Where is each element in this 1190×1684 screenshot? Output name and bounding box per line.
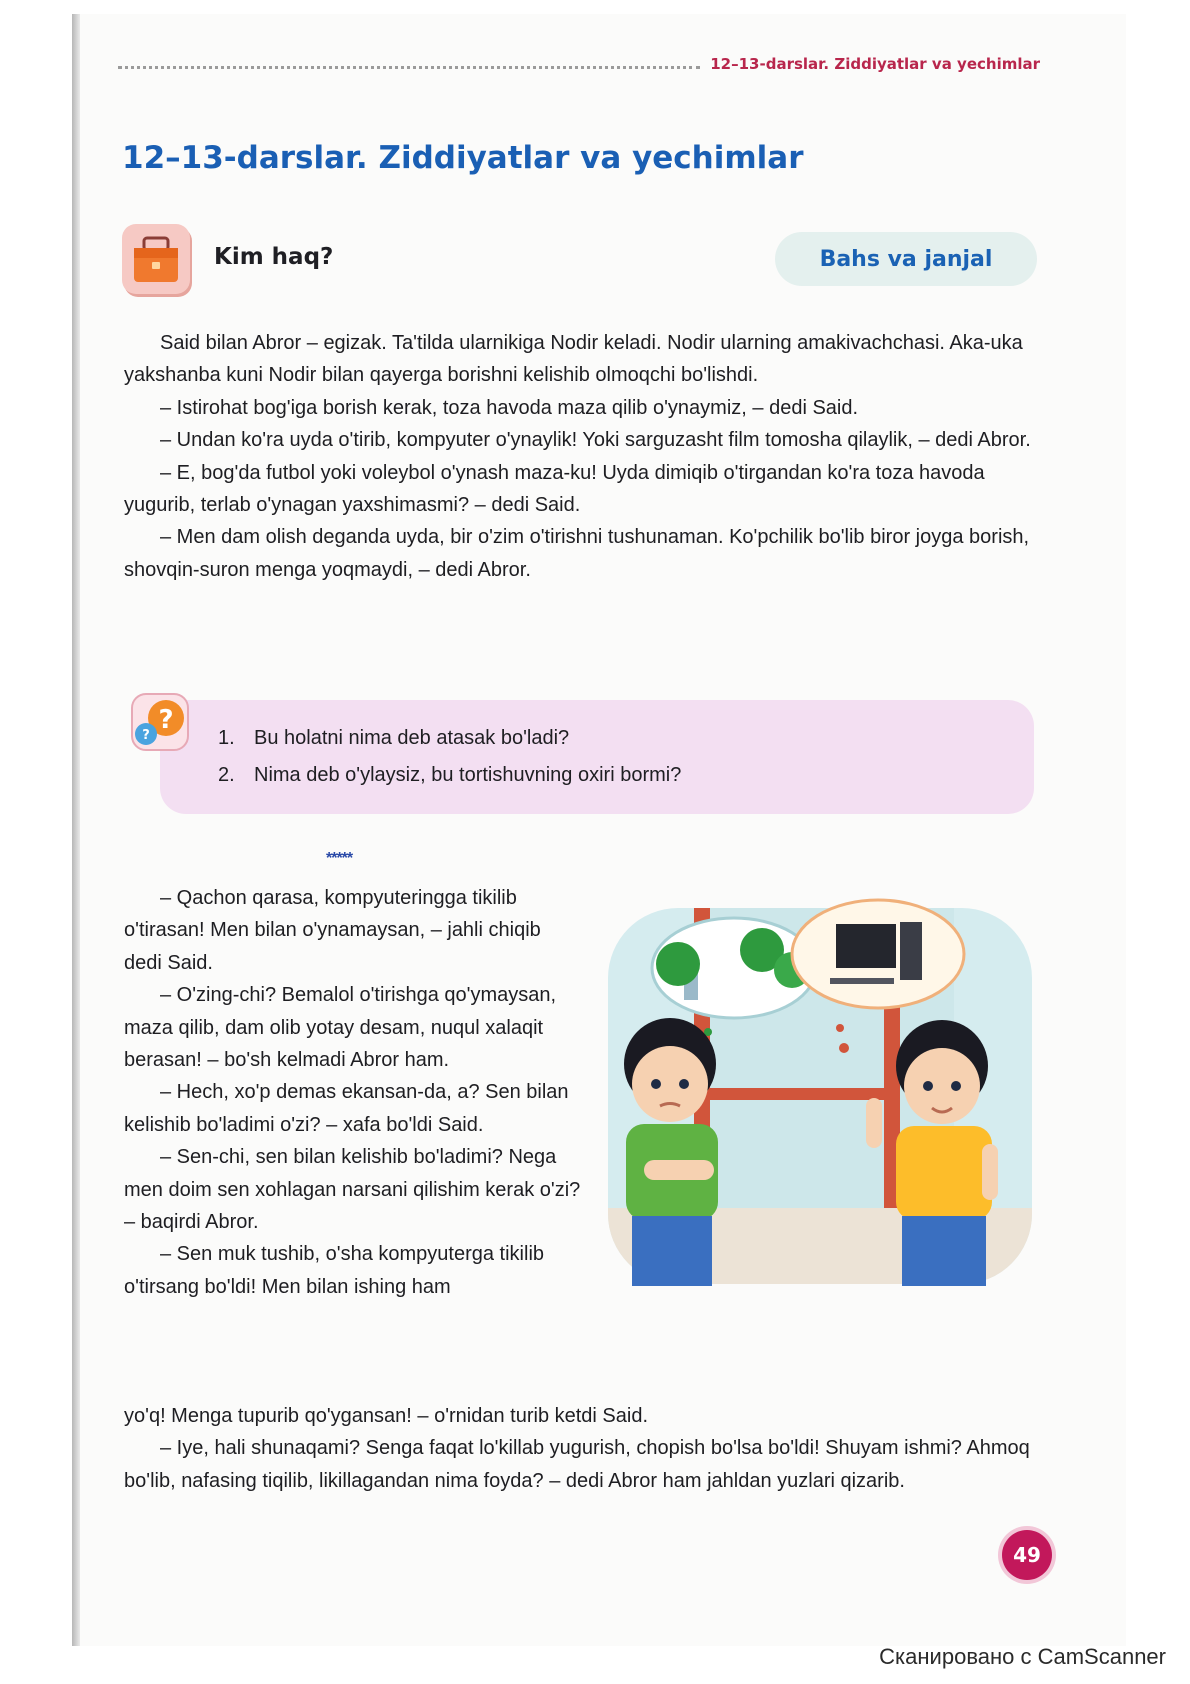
questions-list [218,720,681,794]
story-part-1 [124,327,1036,586]
story-paragraph: – Sen muk tushib, o'sha kompyuterga tikilib o'tirsang bo'ldi! Men bilan ishing ham [124,1243,545,1298]
book-spine-shadow [72,14,80,1646]
story-paragraph: – Qachon qarasa, kompyuteringga tikilib o'tirasan! Men bilan o'ynamaysan, – jahli chiqib dedi Said. [124,887,541,974]
story-paragraph: Said bilan Abror – egizak. Ta'tilda ularnikiga Nodir keladi. Nodir ularning amakivachchasi. Aka-uka yakshanba kuni Nodir bilan qayerga borishni kelishib olmoqchi bo'lishdi. [124,332,1023,387]
two-boys-illustration [604,888,1036,1300]
page-number: 49 [1002,1530,1052,1580]
section-title: Kim haq? [214,244,334,270]
question-text: Nima deb o'ylaysiz, bu tortishuvning oxiri bormi? [254,764,682,786]
page-title: 12–13-darslar. Ziddiyatlar va yechimlar [122,140,804,176]
svg-text:?: ? [142,728,150,743]
story-part-3 [124,1400,1036,1497]
briefcase-icon [122,224,190,294]
story-paragraph: – Hech, xo'p demas ekansan-da, a? Sen bilan kelishib bo'ladimi o'zi? – xafa bo'ldi Said. [124,1081,569,1136]
topic-badge: Bahs va janjal [775,232,1037,286]
section-separator: ***** [326,850,353,867]
question-mark-icon [124,688,198,760]
story-part-2 [124,882,584,1303]
story-paragraph: – E, bog'da futbol yoki voleybol o'ynash maza-ku! Uyda dimiqib o'tirgandan ko'ra toza havoda yugurib, terlab o'ynagan yaxshimasmi? – dedi Said. [124,461,985,517]
svg-text:?: ? [158,705,174,735]
running-header-text: 12–13-darslar. Ziddiyatlar va yechimlar [710,55,1040,73]
story-paragraph: – Istirohat bog'iga borish kerak, toza havoda maza qilib o'ynaymiz, – dedi Said. [160,396,859,419]
story-paragraph: – Sen-chi, sen bilan kelishib bo'ladimi? Nega men doim sen xohlagan narsani qilishim kerak o'zi? – baqirdi Abror. [124,1146,581,1234]
story-paragraph: – Iye, hali shunaqami? Senga faqat lo'killab yugurish, chopish bo'lsa bo'ldi! Shuyam ishmi? Ahmoq bo'lib, nafasing tiqilib, likillagandan nima foyda? – dedi Abror ham jahldan yuzlari qizarib. [124,1437,1030,1492]
story-paragraph: – O'zing-chi? Bemalol o'tirishga qo'ymaysan, maza qilib, dam olib yotay desam, nuqul xalaqit berasan! – bo'sh kelmadi Abror ham. [124,984,557,1072]
story-paragraph: – Undan ko'ra uyda o'tirib, kompyuter o'ynaylik! Yoki sarguzasht film tomosha qilaylik, – dedi Abror. [160,429,1031,452]
question-number: 1. [218,727,235,749]
question-item [218,757,681,794]
question-item [218,720,681,757]
running-header [118,52,1040,76]
story-paragraph: yo'q! Menga tupurib qo'ygansan! – o'rnidan turib ketdi Said. [124,1405,649,1427]
question-text: Bu holatni nima deb atasak bo'ladi? [254,727,570,749]
question-number: 2. [218,764,235,786]
story-paragraph: – Men dam olish deganda uyda, bir o'zim o'tirishni tushunaman. Ko'pchilik bo'lib biror joyga borish, shovqin-suron menga yoqmaydi, – dedi Abror. [124,526,1030,581]
header-dotted-leader [118,66,700,69]
scanner-watermark: Сканировано с CamScanner [879,1644,1166,1669]
